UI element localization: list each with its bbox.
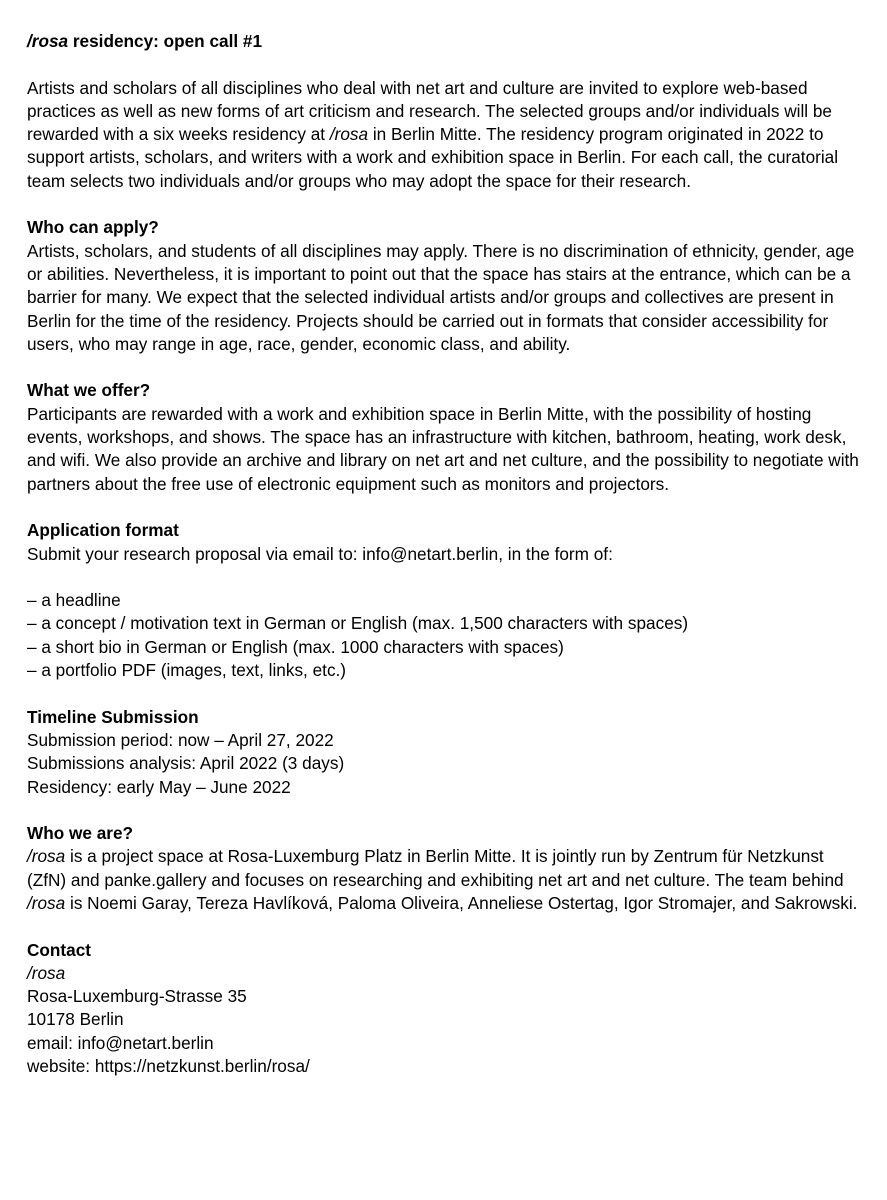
intro-paragraph — [27, 77, 867, 193]
contact-city: 10178 Berlin — [27, 1009, 124, 1030]
page-title — [27, 30, 867, 53]
document — [27, 30, 867, 1078]
spacer — [27, 496, 867, 519]
what-we-offer-heading: What we offer? — [27, 380, 151, 401]
timeline-line: Submissions analysis: April 2022 (3 days) — [27, 753, 345, 774]
contact-website: website: https://netzkunst.berlin/rosa/ — [27, 1056, 310, 1077]
timeline-heading: Timeline Submission — [27, 706, 199, 727]
spacer — [27, 53, 867, 76]
contact-street: Rosa-Luxemburg-Strasse 35 — [27, 986, 247, 1007]
application-format-heading: Application format — [27, 520, 179, 541]
title-rest: residency: open call #1 — [68, 31, 263, 51]
spacer — [27, 682, 867, 705]
spacer — [27, 193, 867, 216]
contact-email: email: info@netart.berlin — [27, 1032, 214, 1053]
intro-italic: /rosa — [329, 124, 369, 145]
contact-name: /rosa — [27, 962, 66, 983]
spacer — [27, 356, 867, 379]
application-list-item: – a headline — [27, 590, 121, 611]
timeline-line: Residency: early May – June 2022 — [27, 776, 291, 797]
title-italic: /rosa — [27, 31, 69, 51]
application-list-item: – a portfolio PDF (images, text, links, etc.) — [27, 660, 347, 681]
timeline-line: Submission period: now – April 27, 2022 — [27, 729, 334, 750]
who-we-are-heading: Who we are? — [27, 823, 134, 844]
application-format-body: Submit your research proposal via email to: info@netart.berlin, in the form of: — [27, 543, 613, 564]
application-list-item: – a concept / motivation text in German or English (max. 1,500 characters with spaces) — [27, 613, 689, 634]
application-list-item: – a short bio in German or English (max. 1000 characters with spaces) — [27, 636, 564, 657]
intro-text-1: Artists and scholars of all disciplines who deal with net art and culture are invited to explore web-based practices as well as new forms of art criticism and research. The selected groups and/or individuals will be rewarded with a six weeks residency at — [27, 77, 832, 145]
spacer — [27, 799, 867, 822]
spacer — [27, 566, 867, 589]
who-we-are-text-2: is Noemi Garay, Tereza Havlíková, Paloma Oliveira, Anneliese Ostertag, Igor Stromajer, and Sakrowski. — [65, 892, 858, 913]
spacer — [27, 915, 867, 938]
who-can-apply-heading: Who can apply? — [27, 217, 159, 238]
intro-text-2: in Berlin Mitte. The residency program originated in 2022 to support artists, scholars, and writers with a work and exhibition space in Berlin. For each call, the curatorial team selects two individuals and/or groups who may adopt the space for their research. — [27, 124, 839, 191]
who-we-are-italic-2: /rosa — [27, 892, 66, 913]
who-we-are-text-1: is a project space at Rosa-Luxemburg Platz in Berlin Mitte. It is jointly run by Zentrum für Netzkunst (ZfN) and panke.gallery and focuses on researching and exhibiting net art and net culture. The team behind — [27, 846, 844, 890]
who-we-are-body — [27, 845, 867, 915]
contact-heading: Contact — [27, 939, 91, 960]
who-we-are-italic-1: /rosa — [27, 846, 66, 867]
who-can-apply-body: Artists, scholars, and students of all disciplines may apply. There is no discrimination of ethnicity, gender, age or abilities. Nevertheless, it is important to point out that the space has stairs at the entrance, which can be a barrier for many. We expect that the selected individual artists and/or groups and collectives are present in Berlin for the time of the residency. Projects should be carried out in formats that consider accessibility for users, who may range in age, race, gender, economic class, and ability. — [27, 240, 855, 354]
what-we-offer-body: Participants are rewarded with a work and exhibition space in Berlin Mitte, with the possibility of hosting events, workshops, and shows. The space has an infrastructure with kitchen, bathroom, heating, work desk, and wifi. We also provide an archive and library on net art and net culture, and the possibility to negotiate with partners about the free use of electronic equipment such as monitors and projectors. — [27, 403, 859, 494]
